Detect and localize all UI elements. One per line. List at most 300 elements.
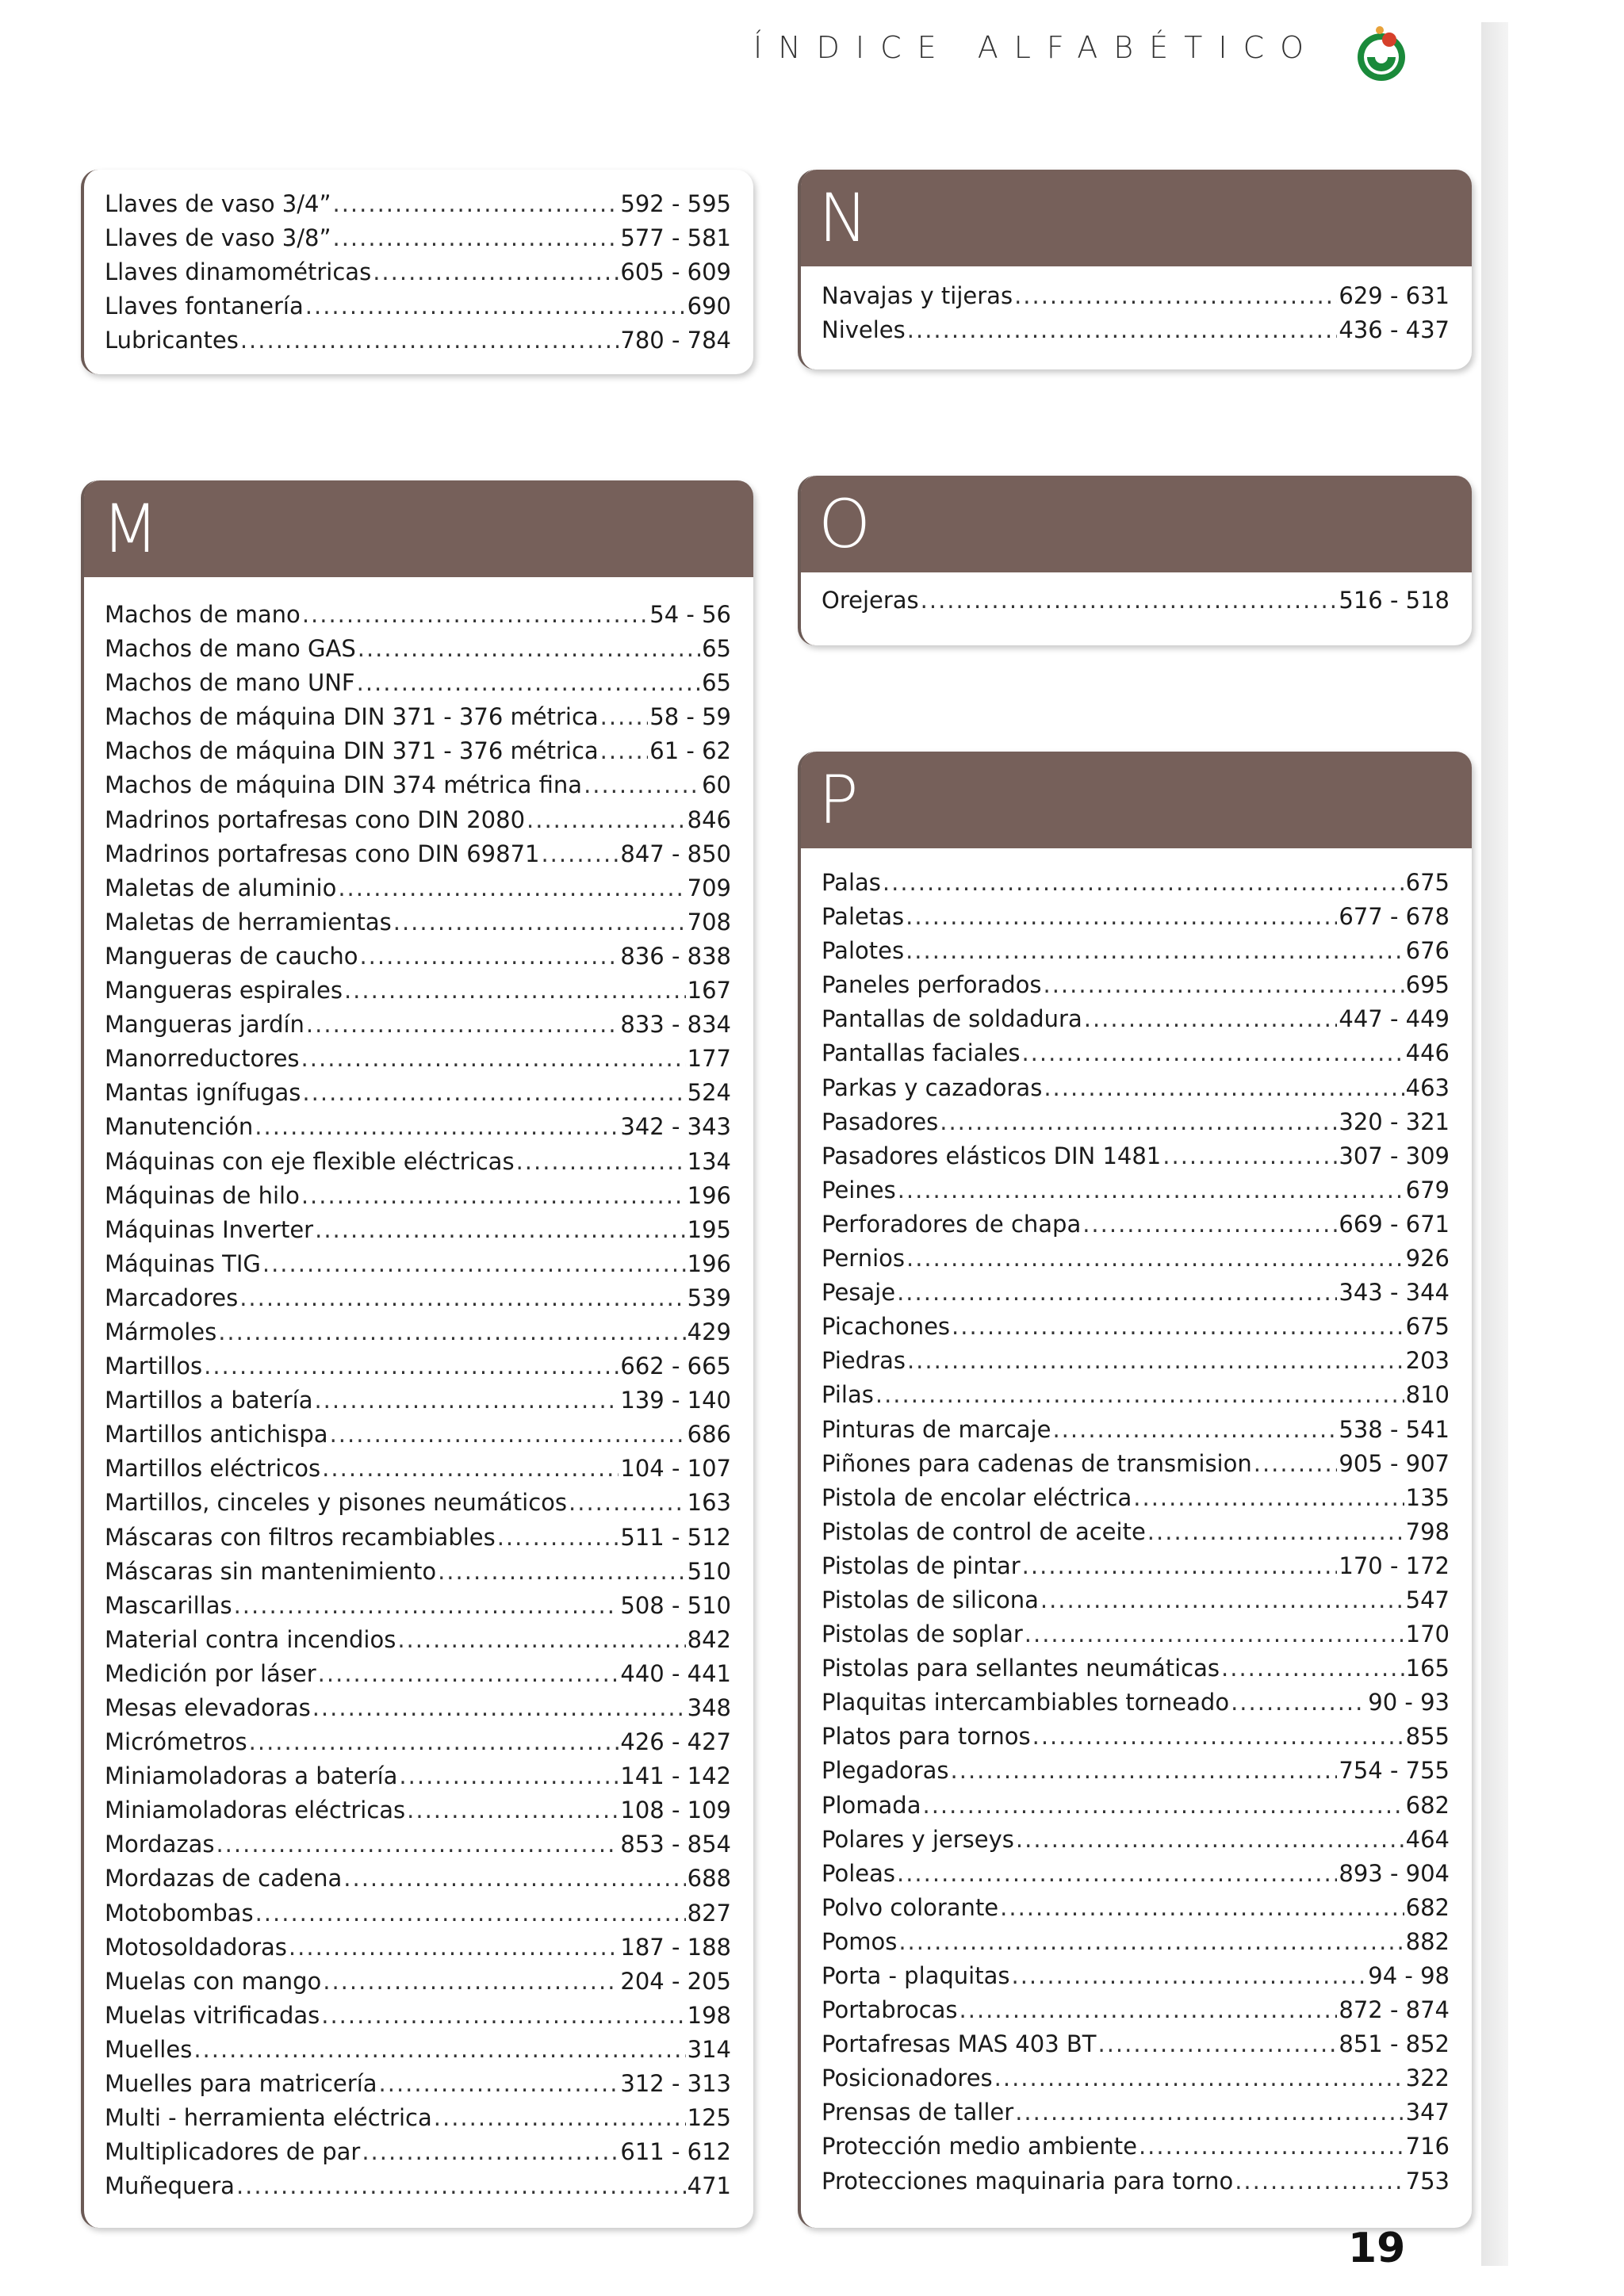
entry-page: 516 - 518 — [1339, 587, 1450, 614]
dot-leader — [343, 1862, 685, 1896]
index-entry — [105, 1521, 731, 1555]
entry-page: 677 - 678 — [1339, 903, 1450, 931]
dot-leader — [373, 255, 619, 289]
entry-page: 204 - 205 — [620, 1967, 731, 1995]
index-entry — [822, 2027, 1450, 2061]
page-edge-bar — [1481, 22, 1508, 2266]
dot-leader — [940, 1105, 1337, 1139]
index-entry — [105, 1179, 731, 1213]
dot-leader — [1012, 1959, 1367, 1993]
index-entry — [822, 1071, 1450, 1105]
dot-leader — [302, 1076, 685, 1110]
entry-page: 170 — [1405, 1621, 1450, 1648]
brand-logo-icon — [1350, 22, 1413, 86]
entry-page: 716 — [1405, 2133, 1450, 2160]
index-entry — [105, 1555, 731, 1589]
section-M — [81, 480, 753, 2228]
entry-page: 905 - 907 — [1339, 1449, 1450, 1477]
index-entry — [105, 1076, 731, 1110]
entry-name: Palotes — [822, 937, 905, 965]
dot-leader — [357, 666, 700, 700]
entry-name: Mangueras jardín — [105, 1011, 304, 1039]
dot-leader — [314, 1383, 619, 1418]
dot-leader — [923, 1789, 1404, 1823]
dot-leader — [359, 939, 619, 974]
entry-page: 855 — [1405, 1723, 1450, 1751]
index-entry — [105, 1315, 731, 1349]
index-entry — [105, 1657, 731, 1691]
entry-page: 104 - 107 — [620, 1455, 731, 1483]
entry-name: Palas — [822, 869, 881, 896]
dot-leader — [397, 1623, 685, 1657]
dot-leader — [305, 289, 686, 323]
entry-name: Machos de mano — [105, 601, 301, 628]
dot-leader — [1044, 1071, 1404, 1105]
entry-page: 108 - 109 — [620, 1797, 731, 1824]
dot-leader — [569, 1486, 686, 1520]
entry-page: 440 - 441 — [620, 1659, 731, 1687]
section-L-entries — [84, 170, 753, 358]
entry-page: 629 - 631 — [1339, 282, 1450, 309]
dot-leader — [875, 1378, 1404, 1412]
entry-name: Protecciones maquinaria para torno — [822, 2167, 1234, 2195]
entry-page: 538 - 541 — [1339, 1415, 1450, 1443]
dot-leader — [239, 1281, 685, 1315]
entry-name: Plaquitas intercambiables torneado — [822, 1689, 1230, 1716]
index-entry — [822, 1686, 1450, 1720]
entry-name: Piñones para cadenas de transmision — [822, 1449, 1252, 1477]
entry-name: Plegadoras — [822, 1757, 949, 1785]
dot-leader — [1014, 279, 1337, 313]
index-entry — [822, 1891, 1450, 1925]
dot-leader — [240, 323, 619, 358]
entry-name: Plomada — [822, 1791, 921, 1819]
index-entry — [105, 803, 731, 837]
entry-name: Portabrocas — [822, 1996, 958, 2024]
entry-name: Pesaje — [822, 1279, 896, 1307]
index-entry — [105, 1862, 731, 1896]
index-entry — [105, 2135, 731, 2169]
entry-name: Llaves dinamométricas — [105, 258, 372, 286]
dot-leader — [1082, 1207, 1337, 1242]
dot-leader — [255, 1110, 619, 1144]
entry-name: Poleas — [822, 1859, 895, 1887]
entry-page: 810 — [1405, 1381, 1450, 1409]
dot-leader — [1025, 1617, 1404, 1651]
entry-name: Martillos — [105, 1353, 203, 1380]
index-entry — [822, 1481, 1450, 1515]
dot-leader — [497, 1521, 619, 1555]
dot-leader — [906, 934, 1404, 968]
index-entry — [822, 1276, 1450, 1310]
index-entry — [822, 1959, 1450, 1993]
dot-leader — [883, 866, 1404, 900]
index-entry — [822, 1651, 1450, 1686]
entry-page: 167 — [687, 977, 731, 1004]
dot-leader — [330, 1418, 686, 1452]
dot-leader — [315, 1213, 686, 1247]
entry-page: 60 — [702, 771, 731, 799]
entry-name: Pistolas de pintar — [822, 1552, 1021, 1579]
entry-name: Porta - plaquitas — [822, 1962, 1010, 1989]
entry-name: Martillos eléctricos — [105, 1455, 321, 1483]
index-entry — [105, 1965, 731, 1999]
section-O — [798, 476, 1472, 645]
index-entry — [105, 1349, 731, 1383]
entry-page: 882 — [1405, 1927, 1450, 1955]
entry-name: Machos de mano UNF — [105, 669, 355, 697]
section-O-entries — [801, 572, 1472, 618]
entry-page: 508 - 510 — [620, 1591, 731, 1619]
entry-page: 436 - 437 — [1339, 316, 1450, 344]
entry-page: 125 — [687, 2104, 731, 2132]
index-entry — [822, 1413, 1450, 1447]
dot-leader — [1016, 1823, 1404, 1857]
entry-page: 429 — [687, 1318, 731, 1345]
entry-page: 196 — [687, 1181, 731, 1209]
index-entry — [105, 2169, 731, 2203]
section-O-header: O — [801, 476, 1472, 572]
section-L — [81, 170, 753, 374]
entry-page: 446 — [1405, 1039, 1450, 1067]
dot-leader — [289, 1931, 619, 1965]
entry-name: Mordazas — [105, 1831, 215, 1858]
entry-name: Mangueras de caucho — [105, 942, 358, 970]
entry-name: Material contra incendios — [105, 1625, 396, 1653]
index-entry — [105, 2033, 731, 2067]
index-entry — [822, 1515, 1450, 1549]
dot-leader — [362, 2135, 619, 2169]
entry-page: 872 - 874 — [1339, 1996, 1450, 2024]
entry-page: 134 — [687, 1147, 731, 1175]
entry-name: Portafresas MAS 403 BT — [822, 2030, 1097, 2058]
index-entry — [105, 1213, 731, 1247]
dot-leader — [249, 1725, 619, 1759]
entry-name: Llaves de vaso 3/8” — [105, 224, 331, 252]
index-entry — [822, 934, 1450, 968]
section-M-header: M — [84, 480, 753, 577]
index-entry — [105, 187, 731, 221]
entry-page: 798 — [1405, 1517, 1450, 1545]
entry-page: 139 - 140 — [620, 1387, 731, 1414]
entry-name: Orejeras — [822, 587, 919, 614]
entry-name: Máquinas con eje flexible eléctricas — [105, 1147, 515, 1175]
entry-page: 510 — [687, 1557, 731, 1585]
entry-name: Pistola de encolar eléctrica — [822, 1483, 1132, 1511]
index-entry — [822, 1344, 1450, 1378]
entry-name: Machos de mano GAS — [105, 635, 356, 663]
entry-name: Multiplicadores de par — [105, 2138, 361, 2166]
entry-page: 141 - 142 — [620, 1762, 731, 1790]
index-entry — [105, 1418, 731, 1452]
index-entry — [822, 968, 1450, 1002]
entry-page: 675 — [1405, 1313, 1450, 1341]
entry-name: Machos de máquina DIN 371 - 376 métrica — [105, 703, 599, 731]
index-entry — [822, 1139, 1450, 1173]
entry-name: Muelas vitrificadas — [105, 2001, 320, 2029]
dot-leader — [907, 313, 1338, 347]
dot-leader — [906, 900, 1337, 934]
entry-page: 61 - 62 — [649, 737, 731, 765]
dot-leader — [438, 1555, 686, 1589]
entry-name: Machos de máquina DIN 374 métrica fina — [105, 771, 583, 799]
index-entry — [822, 2130, 1450, 2164]
index-entry — [105, 1145, 731, 1179]
index-entry — [822, 1789, 1450, 1823]
index-entry — [822, 1549, 1450, 1583]
entry-page: 547 — [1405, 1586, 1450, 1613]
dot-leader — [959, 1993, 1338, 2027]
index-entry — [822, 2095, 1450, 2130]
entry-name: Paletas — [822, 903, 905, 931]
entry-name: Muelles — [105, 2035, 193, 2063]
entry-name: Maletas de herramientas — [105, 908, 392, 936]
index-entry — [105, 734, 731, 768]
dot-leader — [338, 871, 685, 905]
entry-name: Polares y jerseys — [822, 1825, 1014, 1853]
dot-leader — [1133, 1481, 1404, 1515]
dot-leader — [216, 1827, 619, 1862]
entry-page: 65 — [702, 669, 731, 697]
entry-name: Maletas de aluminio — [105, 874, 337, 901]
dot-leader — [1235, 2164, 1404, 2198]
entry-name: Picachones — [822, 1313, 951, 1341]
entry-page: 196 — [687, 1249, 731, 1277]
entry-page: 827 — [687, 1899, 731, 1927]
entry-page: 320 - 321 — [1339, 1108, 1450, 1135]
entry-page: 676 — [1405, 937, 1450, 965]
entry-name: Muelles para matricería — [105, 2070, 377, 2098]
index-entry — [105, 255, 731, 289]
entry-name: Pistolas de silicona — [822, 1586, 1039, 1613]
entry-page: 708 — [687, 908, 731, 936]
entry-page: 447 - 449 — [1339, 1005, 1450, 1033]
entry-page: 90 - 93 — [1368, 1689, 1450, 1716]
dot-leader — [921, 584, 1338, 618]
entry-page: 524 — [687, 1079, 731, 1107]
index-entry — [822, 1823, 1450, 1857]
entry-name: Navajas y tijeras — [822, 282, 1013, 309]
entry-name: Miniamoladoras a batería — [105, 1762, 398, 1790]
index-entry — [822, 1857, 1450, 1891]
index-entry — [822, 1754, 1450, 1788]
dot-leader — [1231, 1686, 1366, 1720]
entry-page: 163 — [687, 1489, 731, 1517]
dot-leader — [1022, 1549, 1338, 1583]
index-entry — [822, 1720, 1450, 1754]
entry-page: 893 - 904 — [1339, 1859, 1450, 1887]
index-entry — [105, 1247, 731, 1281]
index-entry — [822, 866, 1450, 900]
dot-leader — [1139, 2130, 1404, 2164]
index-entry — [822, 1378, 1450, 1412]
dot-leader — [236, 2169, 686, 2203]
entry-page: 847 - 850 — [620, 840, 731, 867]
entry-page: 94 - 98 — [1368, 1962, 1450, 1989]
index-entry — [822, 900, 1450, 934]
entry-page: 754 - 755 — [1339, 1757, 1450, 1785]
dot-leader — [994, 2061, 1404, 2095]
index-entry — [822, 279, 1450, 313]
index-entry — [105, 632, 731, 666]
entry-page: 343 - 344 — [1339, 1279, 1450, 1307]
entry-page: 577 - 581 — [620, 224, 731, 252]
entry-name: Paneles perforados — [822, 971, 1042, 999]
entry-name: Piedras — [822, 1347, 906, 1375]
dot-leader — [358, 632, 700, 666]
entry-page: 753 — [1405, 2167, 1450, 2195]
index-entry — [105, 1931, 731, 1965]
entry-name: Pasadores — [822, 1108, 939, 1135]
entry-name: Pantallas faciales — [822, 1039, 1021, 1067]
index-entry — [822, 584, 1450, 618]
entry-name: Medición por láser — [105, 1659, 316, 1687]
entry-name: Máquinas de hilo — [105, 1181, 300, 1209]
entry-page: 836 - 838 — [620, 942, 731, 970]
entry-name: Mordazas de cadena — [105, 1865, 343, 1892]
dot-leader — [1162, 1139, 1337, 1173]
entry-name: Máscaras sin mantenimiento — [105, 1557, 437, 1585]
entry-name: Polvo colorante — [822, 1893, 999, 1921]
entry-name: Lubricantes — [105, 327, 239, 354]
entry-page: 471 — [687, 2172, 731, 2200]
entry-name: Pernios — [822, 1245, 905, 1272]
entry-name: Pantallas de soldadura — [822, 1005, 1082, 1033]
index-entry — [105, 939, 731, 974]
entry-name: Pasadores elásticos DIN 1481 — [822, 1142, 1162, 1169]
entry-name: Mesas elevadoras — [105, 1694, 311, 1721]
dot-leader — [379, 2067, 619, 2101]
index-entry — [105, 1725, 731, 1759]
entry-name: Pilas — [822, 1381, 874, 1409]
entry-page: 539 — [687, 1284, 731, 1311]
index-entry — [105, 598, 731, 632]
index-entry — [105, 1999, 731, 2033]
entry-name: Posicionadores — [822, 2064, 993, 2092]
index-entry — [105, 666, 731, 700]
entry-name: Micrómetros — [105, 1728, 247, 1756]
entry-name: Protección medio ambiente — [822, 2133, 1137, 2160]
entry-name: Martillos a batería — [105, 1387, 313, 1414]
dot-leader — [301, 1042, 686, 1076]
index-entry — [105, 1281, 731, 1315]
dot-leader — [584, 768, 700, 802]
dot-leader — [434, 2101, 686, 2135]
index-entry — [822, 2061, 1450, 2095]
dot-leader — [1021, 1036, 1404, 1070]
entry-page: 851 - 852 — [1339, 2030, 1450, 2058]
entry-page: 709 — [687, 874, 731, 901]
entry-name: Mangueras espirales — [105, 977, 343, 1004]
entry-page: 592 - 595 — [620, 190, 731, 217]
entry-name: Máscaras con filtros recambiables — [105, 1523, 496, 1551]
dot-leader — [1040, 1583, 1404, 1617]
entry-page: 342 - 343 — [620, 1113, 731, 1141]
entry-page: 669 - 671 — [1339, 1210, 1450, 1238]
dot-leader — [306, 1008, 619, 1042]
entry-name: Motobombas — [105, 1899, 254, 1927]
dot-leader — [1052, 1413, 1337, 1447]
dot-leader — [600, 734, 649, 768]
dot-leader — [1000, 1891, 1404, 1925]
entry-name: Muelas con mango — [105, 1967, 322, 1995]
entry-name: Mantas ignífugas — [105, 1079, 301, 1107]
entry-name: Mármoles — [105, 1318, 217, 1345]
index-entry — [105, 323, 731, 358]
index-entry — [822, 1310, 1450, 1344]
dot-leader — [204, 1349, 619, 1383]
section-N-header: N — [801, 170, 1472, 266]
entry-name: Manorreductores — [105, 1045, 300, 1073]
section-P-entries — [801, 848, 1472, 2198]
index-entry — [822, 1002, 1450, 1036]
entry-page: 307 - 309 — [1339, 1142, 1450, 1169]
dot-leader — [193, 2033, 685, 2067]
dot-leader — [1015, 2095, 1404, 2130]
index-entry — [105, 871, 731, 905]
entry-name: Pomos — [822, 1927, 898, 1955]
entry-name: Multi - herramienta eléctrica — [105, 2104, 432, 2132]
dot-leader — [952, 1310, 1404, 1344]
index-entry — [822, 1242, 1450, 1276]
entry-page: 187 - 188 — [620, 1933, 731, 1961]
entry-name: Manutención — [105, 1113, 254, 1141]
dot-leader — [407, 1793, 619, 1827]
entry-page: 170 - 172 — [1339, 1552, 1450, 1579]
entry-page: 198 — [687, 2001, 731, 2029]
entry-name: Máquinas Inverter — [105, 1215, 314, 1243]
entry-name: Mascarillas — [105, 1591, 232, 1619]
index-entry — [822, 1036, 1450, 1070]
dot-leader — [332, 221, 619, 255]
index-entry — [105, 1008, 731, 1042]
entry-page: 511 - 512 — [620, 1523, 731, 1551]
entry-page: 58 - 59 — [649, 703, 731, 731]
index-entry — [822, 1207, 1450, 1242]
entry-page: 690 — [687, 293, 731, 320]
dot-leader — [1097, 2027, 1337, 2061]
entry-page: 675 — [1405, 869, 1450, 896]
entry-page: 688 — [687, 1865, 731, 1892]
index-entry — [822, 1925, 1450, 1959]
index-entry — [822, 1105, 1450, 1139]
dot-leader — [321, 1999, 685, 2033]
entry-page: 605 - 609 — [620, 258, 731, 286]
entry-name: Niveles — [822, 316, 906, 344]
dot-leader — [393, 905, 686, 939]
index-entry — [105, 2067, 731, 2101]
dot-leader — [323, 1965, 619, 1999]
entry-page: 842 — [687, 1625, 731, 1653]
entry-name: Llaves de vaso 3/4” — [105, 190, 331, 217]
entry-name: Parkas y cazadoras — [822, 1073, 1043, 1101]
index-entry — [105, 221, 731, 255]
index-entry — [822, 1993, 1450, 2027]
entry-name: Platos para tornos — [822, 1723, 1031, 1751]
entry-name: Motosoldadoras — [105, 1933, 287, 1961]
entry-page: 65 — [702, 635, 731, 663]
index-entry — [822, 1617, 1450, 1651]
dot-leader — [322, 1452, 619, 1486]
entry-page: 348 — [687, 1694, 731, 1721]
dot-leader — [906, 1242, 1404, 1276]
dot-leader — [255, 1896, 686, 1931]
index-entry — [105, 1623, 731, 1657]
entry-page: 611 - 612 — [620, 2138, 731, 2166]
entry-name: Machos de máquina DIN 371 - 376 métrica — [105, 737, 599, 765]
entry-page: 347 — [1405, 2099, 1450, 2126]
index-entry — [105, 837, 731, 871]
